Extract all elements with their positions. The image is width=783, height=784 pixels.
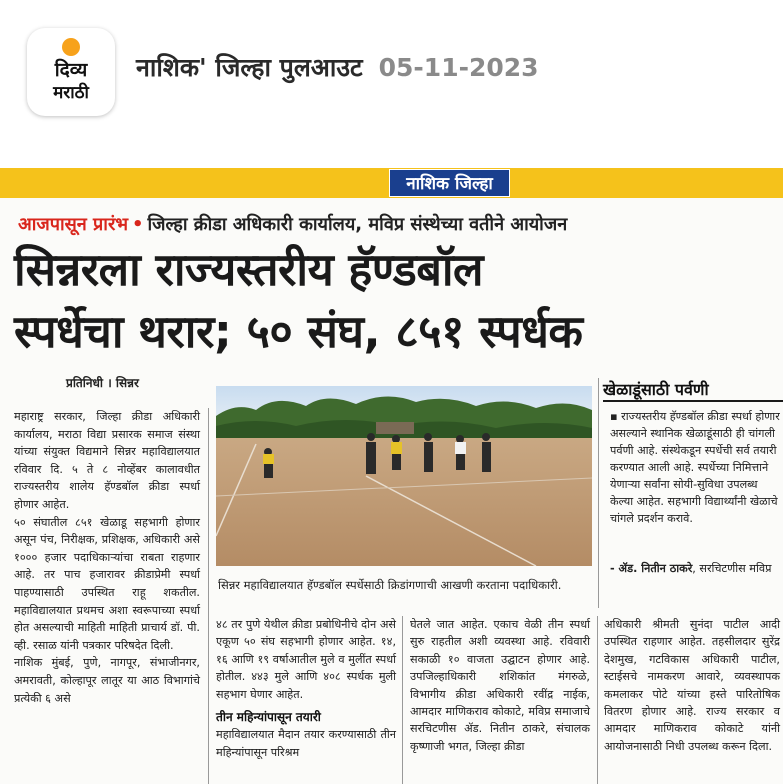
column-divider: [208, 408, 209, 784]
column-divider: [402, 616, 403, 784]
edition-name: नाशिक' जिल्हा पुलआउट: [136, 53, 363, 82]
sun-icon: [62, 38, 80, 56]
handball-ground-photo: [216, 386, 592, 566]
article-column-2: [216, 616, 396, 761]
sidebar-heading: खेळाडूंसाठी पर्वणी: [603, 380, 709, 399]
photo-caption: सिन्नर महाविद्यालयात हॅण्डबॉल स्पर्धेसाठी क्रिडांगणाची आखणी करताना पदाधिकारी.: [218, 578, 562, 592]
headline-line1: सिन्नरला राज्यस्तरीय हॅण्डबॉल: [14, 243, 484, 296]
divya-marathi-logo[interactable]: [27, 28, 115, 116]
kicker-red: आजपासून प्रारंभ: [18, 214, 128, 235]
sidebar-signature: [610, 560, 783, 577]
signature-name: - ॲड. नितीन ठाकरे: [610, 562, 693, 575]
paragraph: ५० संघातील ८५१ खेळाडू सहभागी होणार असून पंच, निरीक्षक, प्रशिक्षक, अधिकारी असे १००० हजार पदाधिकाऱ्यांचा राबता राहणार आहे. तर पाच हजारावर क्रीडाप्रेमी स्पर्धा पाहण्यासाठी उपस्थित राहू शकतील. महाविद्यालयात प्रथमच अशा स्वरूपाच्या स्पर्धा होत असल्याची माहिती माहिती प्राचार्य डॉ. पी. व्ही. रसाळ यांनी पत्रकार परिषदेत दिली.: [14, 515, 200, 652]
sidebar-rule: [603, 400, 783, 402]
logo-line2: मराठी: [53, 83, 89, 103]
edition-date: 05-11-2023: [378, 53, 539, 82]
article-column-4: [604, 616, 780, 755]
sidebar-text: ▪ राज्यस्तरीय हॅण्डबॉल क्रीडा स्पर्धा होणार असल्याने स्थानिक खेळाडूंसाठी ही चांगली पर्वणी आहे. संस्थेकडून स्पर्धेची सर्व तयारी करण्यात आली आहे. स्पर्धेच्या निमित्ताने येणाऱ्या सर्वांना सोयी-सुविधा उपलब्ध केल्या आहेत. सहभागी विद्यार्थ्यांनी खेळाचे चांगले प्रदर्शन करावे.: [610, 410, 780, 525]
app-header: [0, 0, 783, 140]
paragraph: नाशिक मुंबई, पुणे, नागपूर, संभाजीनगर, अमरावती, कोल्हापूर लातूर या आठ विभागांचे प्रत्येकी ६ असे: [14, 656, 200, 705]
article-photo[interactable]: [216, 386, 592, 566]
paragraph: घेतले जात आहेत. एकाच वेळी तीन स्पर्धा सुरु राहतील अशी व्यवस्था आहे. रविवारी सकाळी १० वाजता उद्घाटन होणार आहे. उपजिल्हाधिकारी शशिकांत मंगरुळे, विभागीय क्रीडा अधिकारी रवींद्र नाईक, आमदार माणिकराव कोकाटे, मविप्र समाजाचे सरचिटणीस ॲड. नितीन ठाकरे, संचालक कृष्णाजी भगत, जिल्हा क्रीडा: [410, 618, 590, 753]
subheading: तीन महिन्यांपासून तयारी: [216, 710, 321, 725]
headline-line2: स्पर्धेचा थरार; ५० संघ, ८५१ स्पर्धक: [14, 305, 583, 358]
signature-role: , सरचिटणीस मविप्र: [692, 562, 772, 575]
column-divider: [597, 616, 598, 784]
paragraph: ४८ तर पुणे येथील क्रीडा प्रबोधिनीचे दोन असे एकूण ५० संघ सहभागी होणार आहेत. १४, १६ आणि १९ वर्षाआतील मुले व मुलींत स्पर्धा होतील. ४४३ मुले आणि ४०८ स्पर्धक मुली सहभाग घेणार आहेत.: [216, 618, 396, 701]
paragraph: महाविद्यालयात मैदान तयार करण्यासाठी तीन महिन्यांपासून परिश्रम: [216, 728, 396, 759]
paragraph: महाराष्ट्र सरकार, जिल्हा क्रीडा अधिकारी कार्यालय, मराठा विद्या प्रसारक समाज संस्था यांच्या संयुक्त विद्यमाने सिन्नर महाविद्यालयात रविवार दि. ५ ते ८ नोव्हेंबर कालावधीत राज्यस्तरीय शालेय हॅण्डबॉल क्रीडा स्पर्धा होणार आहेत.: [14, 410, 200, 511]
article-column-1: [14, 408, 200, 707]
kicker-rest: जिल्हा क्रीडा अधिकारी कार्यालय, मविप्र संस्थेच्या वतीने आयोजन: [147, 214, 568, 235]
logo-line1: दिव्य: [54, 59, 88, 81]
edition-title: [136, 50, 539, 84]
article-column-3: [410, 616, 590, 755]
column-divider: [598, 378, 599, 608]
byline: प्रतिनिधी । सिन्नर: [66, 376, 139, 390]
kicker: [18, 212, 567, 236]
section-tag: नाशिक जिल्हा: [389, 169, 510, 197]
bullet-icon: •: [131, 214, 144, 235]
paragraph: अधिकारी श्रीमती सुनंदा पाटील आदी उपस्थित राहणार आहेत. तहसीलदार सुरेंद्र देशमुख, गटविकास अधिकारी पाटील, स्टाईसचे नामकरण आवारे, व्यवस्थापक कमलाकर पोटे यांच्या हस्ते पारितोषिक वितरण होणार आहे. राज्य सरकार व आमदार माणिकराव कोकाटे यांनी आयोजनासाठी निधी उपलब्ध करून दिला.: [604, 618, 780, 753]
newspaper-page: [0, 168, 783, 784]
